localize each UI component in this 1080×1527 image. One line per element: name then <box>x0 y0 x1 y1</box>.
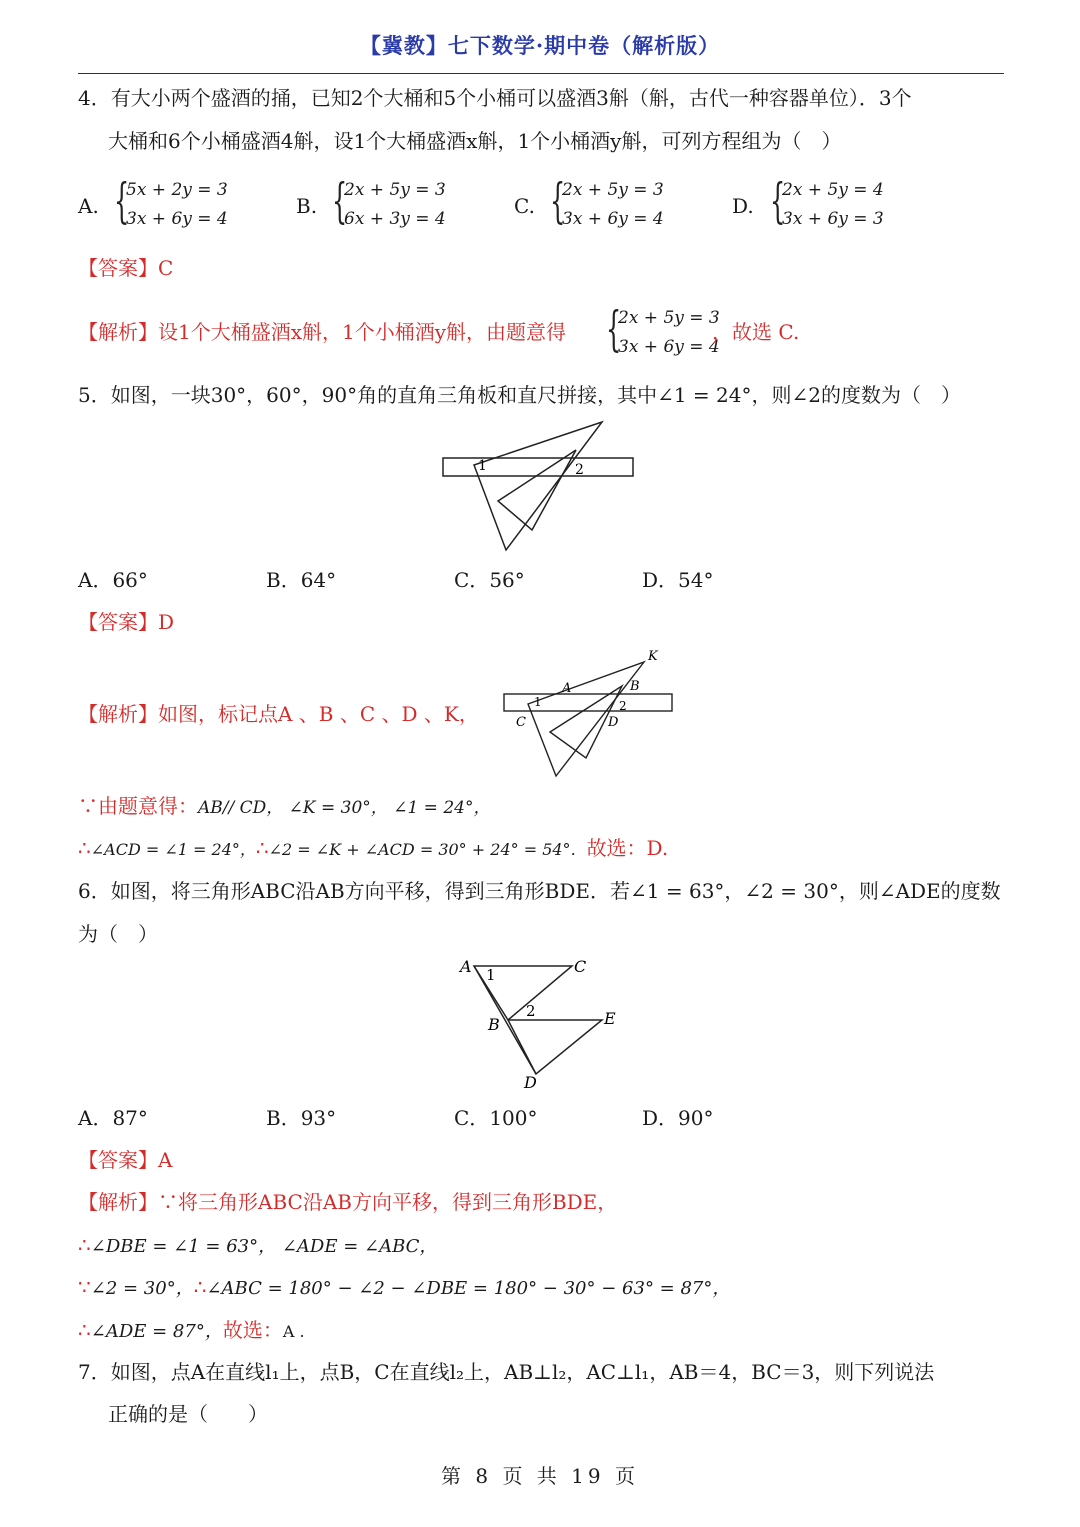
q4-analysis <box>78 318 566 346</box>
q5-fig2-label-2: 2 <box>619 699 627 713</box>
q6-step1-math: ∠DBE = ∠1 = 63°， ∠ADE = ∠ABC， <box>90 1236 438 1257</box>
q7-line1: 7．如图，点A在直线l₁上，点B，C在直线l₂上，AB⊥l₂，AC⊥l₁，AB＝4，BC＝3，则下列说法 <box>78 1360 935 1384</box>
q6-step2-math2: ∠ABC = 180° − ∠2 − ∠DBE = 180° − 30° − 63° = 87°， <box>206 1278 731 1299</box>
q6-fig-label-2: 2 <box>526 1002 536 1020</box>
q5-step1-text: ∵由题意得： <box>78 794 198 818</box>
q6-step2-mid: ∴ <box>193 1275 207 1299</box>
q5-option-d <box>642 566 714 594</box>
q4-answer-tag: 【答案】 <box>78 256 158 280</box>
q6-step2-math: ∠2 = 30°， <box>90 1278 194 1299</box>
q5-option-a <box>78 566 148 594</box>
q6-option-a-label: A． <box>78 1106 113 1130</box>
q5-answer-tag: 【答案】 <box>78 610 158 634</box>
q5-step1 <box>78 792 490 822</box>
q6-answer-value: A <box>158 1148 173 1172</box>
q4-option-c-eq2: 3x + 6y = 4 <box>562 209 664 229</box>
q5-option-b <box>266 566 336 594</box>
q4-answer <box>78 254 173 282</box>
q6-option-a <box>78 1104 148 1132</box>
q6-step2-pre: ∵ <box>78 1275 91 1299</box>
q5-option-d-label: D． <box>642 568 679 592</box>
q5-option-b-label: B． <box>266 568 301 592</box>
q5-fig2-label-1: 1 <box>534 695 542 709</box>
q5-analysis-tag: 【解析】 <box>78 702 158 726</box>
q4-analysis-system <box>606 301 720 362</box>
header-divider <box>78 73 1004 74</box>
q5-option-c <box>454 566 525 594</box>
q5-option-c-value: 56° <box>489 568 525 592</box>
q7-line2: 正确的是（ ） <box>108 1402 268 1426</box>
q5-fig-label-2: 2 <box>575 462 584 478</box>
q6-fig-label-c: C <box>574 957 587 976</box>
q4-line1: 4．有大小两个盛酒的捅，已知2个大桶和5个小桶可以盛酒3斛（斛，古代一种容器单位）．3个 <box>78 86 912 110</box>
q6-option-c-label: C． <box>454 1106 490 1130</box>
q6-option-a-value: 87° <box>112 1106 148 1130</box>
q6-option-b <box>266 1104 336 1132</box>
q4-answer-value: C <box>158 256 174 280</box>
brace-symbol: { <box>114 173 130 229</box>
q4-option-a-label: A. <box>78 194 99 218</box>
q5-step2-end: 故选：D. <box>586 836 669 860</box>
q6-answer-tag: 【答案】 <box>78 1148 158 1172</box>
q4-analysis-eq1: 2x + 5y = 3 <box>618 308 720 328</box>
q6-step3-pre: ∴ <box>78 1318 91 1342</box>
q5-fig2-label-c: C <box>516 715 526 730</box>
q4-option-a-eq2: 3x + 6y = 4 <box>126 209 228 229</box>
ruler-shape <box>443 458 633 476</box>
q5-step2-pre: ∴ <box>78 836 91 860</box>
q4-option-d-system <box>770 173 884 234</box>
q6-fig-label-e: E <box>604 1009 616 1028</box>
brace-symbol: { <box>770 173 786 229</box>
q6-figure-translation <box>452 950 628 1096</box>
q6-options <box>78 1104 778 1132</box>
q4-option-b-system <box>332 173 446 234</box>
q4-option-b-eq2: 6x + 3y = 4 <box>344 209 446 229</box>
q6-fig-label-1: 1 <box>486 966 496 984</box>
q5-step2-mid: ∴ <box>255 836 269 860</box>
q4-option-d-label: D. <box>732 194 754 218</box>
q4-option-a-eq1: 5x + 2y = 3 <box>126 180 228 200</box>
q5-option-a-value: 66° <box>112 568 148 592</box>
brace-symbol: { <box>606 301 622 357</box>
q4-analysis-tag: 【解析】 <box>78 320 158 344</box>
q6-analysis-text: ∵将三角形ABC沿AB方向平移，得到三角形BDE， <box>158 1190 618 1214</box>
q4-option-a-system <box>114 173 228 234</box>
q5-figure-ruler-triangle <box>436 418 646 558</box>
q5-options <box>78 566 778 594</box>
q5-option-a-label: A． <box>78 568 113 592</box>
q6-line2: 为（ ） <box>78 922 158 946</box>
q4-option-c-eq1: 2x + 5y = 3 <box>562 180 664 200</box>
q6-step3-math: ∠ADE = 87°， <box>90 1321 223 1342</box>
q4-option-c-label: C. <box>514 194 535 218</box>
q5-analysis-text: 如图，标记点A 、B 、C 、D 、K， <box>158 702 479 726</box>
q4-option-b-label: B. <box>296 194 318 218</box>
q5-step2-math: ∠ACD = ∠1 = 24°， <box>90 840 256 859</box>
q6-analysis <box>78 1188 617 1216</box>
q4-option-b-eq1: 2x + 5y = 3 <box>344 180 446 200</box>
q6-line1: 6．如图，将三角形ABC沿AB方向平移，得到三角形BDE．若∠1 = 63°，∠2 = 30°，则∠ADE的度数 <box>78 879 1001 903</box>
page-header-title: 【冀教】七下数学·期中卷（解析版） <box>359 33 721 58</box>
brace-symbol: { <box>332 173 348 229</box>
q6-option-d <box>642 1104 714 1132</box>
q5-option-b-value: 64° <box>300 568 337 592</box>
q6-fig-label-b: B <box>488 1015 500 1034</box>
q5-step2-math2: ∠2 = ∠K + ∠ACD = 30° + 24° = 54°． <box>268 840 587 859</box>
page-footer: 第 8 页 共 19 页 <box>441 1464 639 1488</box>
triangle-bde <box>508 1020 602 1074</box>
q5-option-d-value: 54° <box>678 568 714 592</box>
q4-option-d-eq2: 3x + 6y = 3 <box>782 209 884 229</box>
q6-step2 <box>78 1273 730 1303</box>
q6-analysis-tag: 【解析】 <box>78 1190 158 1214</box>
q6-option-c <box>454 1104 538 1132</box>
q5-step1-math: AB// CD， ∠K = 30°， ∠1 = 24°， <box>198 798 491 818</box>
q5-answer-value: D <box>158 610 175 634</box>
q6-step1-pre: ∴ <box>78 1233 91 1257</box>
q4-analysis-text: 设1个大桶盛酒x斛，1个小桶酒y斛，由题意得 <box>158 320 567 344</box>
q6-option-b-label: B． <box>266 1106 301 1130</box>
q6-step1 <box>78 1231 437 1261</box>
q6-fig-label-d: D <box>524 1073 537 1092</box>
q6-option-d-value: 90° <box>678 1106 714 1130</box>
q5-fig2-label-a: A <box>562 681 572 696</box>
q4-line2: 大桶和6个小桶盛酒4斛，设1个大桶盛酒x斛，1个小桶酒y斛，可列方程组为（ ） <box>108 129 842 153</box>
q6-step3-ans: A . <box>282 1322 305 1341</box>
q4-options <box>78 173 978 236</box>
q4-analysis-end: ，故选 C. <box>712 320 800 344</box>
q5-fig2-label-k: K <box>648 649 658 664</box>
q6-fig-label-a: A <box>460 957 472 976</box>
q5-fig-label-1: 1 <box>478 458 487 474</box>
triangle-inner <box>498 450 576 530</box>
q6-option-c-value: 100° <box>489 1106 538 1130</box>
q5-fig2-label-d: D <box>608 715 619 730</box>
q5-analysis-figure <box>498 646 684 782</box>
q6-option-d-label: D． <box>642 1106 679 1130</box>
q5-line1: 5．如图，一块30°，60°，90°角的直角三角板和直尺拼接，其中∠1 = 24°，则∠2的度数为（ ） <box>78 383 961 407</box>
q6-step3-end: 故选： <box>222 1318 283 1342</box>
q6-step3 <box>78 1316 305 1346</box>
q5-analysis <box>78 700 479 728</box>
q5-step2 <box>78 834 668 864</box>
triangle-outer <box>528 662 644 776</box>
q5-fig2-label-b: B <box>630 679 640 694</box>
q5-option-c-label: C． <box>454 568 490 592</box>
q4-analysis-eq2: 3x + 6y = 4 <box>618 337 720 357</box>
q5-answer <box>78 608 174 636</box>
brace-symbol: { <box>550 173 566 229</box>
q6-option-b-value: 93° <box>300 1106 337 1130</box>
q4-option-d-eq1: 2x + 5y = 4 <box>782 180 884 200</box>
q6-answer <box>78 1146 172 1174</box>
triangle-outer <box>474 422 602 550</box>
q4-option-c-system <box>550 173 664 234</box>
